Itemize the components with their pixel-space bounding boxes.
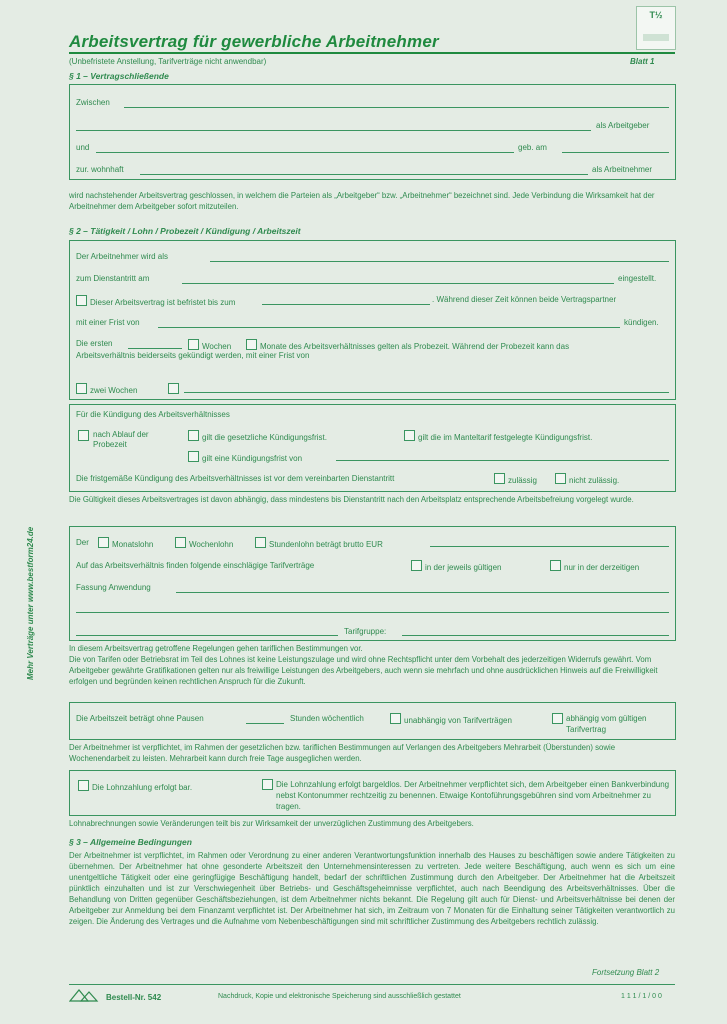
page-title: Arbeitsvertrag für gewerbliche Arbeitnehmer bbox=[69, 32, 439, 51]
weekly-wage-checkbox[interactable] bbox=[175, 537, 186, 548]
probation-weeks-checkbox[interactable] bbox=[188, 339, 199, 350]
logo-bar bbox=[643, 34, 669, 41]
cash-payment-option: Die Lohnzahlung erfolgt bar. bbox=[78, 780, 192, 792]
label-tariff-group: Tarifgruppe: bbox=[344, 627, 387, 636]
employee-address-field[interactable] bbox=[140, 174, 588, 175]
tariff-present-checkbox[interactable] bbox=[550, 560, 561, 571]
overtime-text: Der Arbeitnehmer ist verpflichtet, im Rahmen der gesetzlichen bzw. tariflichen Bestimmungen auf Verlangen des Arbeitgebers Mehrarbeit (Überstunden) sowie Wochenendarbeit zu leisten. Mehrarbeit kann durch freie Tage ausgeglichen werden. bbox=[69, 743, 616, 763]
label-start: zum Dienstantritt am bbox=[76, 274, 150, 283]
label-before-start: Die fristgemäße Kündigung des Arbeitsverhältnisses ist vor dem vereinbarten Dienstantritt bbox=[76, 474, 395, 483]
fixed-term-date-field[interactable] bbox=[262, 304, 430, 305]
form-code: 1 1 1 / 1 / 0 0 bbox=[621, 993, 662, 1000]
copyright-note: Nachdruck, Kopie und elektronische Speicherung sind ausschließlich gestattet bbox=[218, 993, 461, 1000]
position-field[interactable] bbox=[210, 261, 669, 262]
footer-rule bbox=[69, 984, 675, 985]
label-cancel: kündigen. bbox=[624, 318, 659, 327]
label-transfer-payment: Die Lohnzahlung erfolgt bargeldlos. Der Arbeitnehmer verpflichtet sich, dem Arbeitgeber einen Bankverbindung nebst Kontonummer rechtzeitig zu benennen. Etwaige Kontoführungsgebühren sind vom Arbeitnehmer zu tragen. bbox=[276, 780, 670, 811]
label-probation-notice: Arbeitsverhältnis beiderseits gekündigt werden, mit einer Frist von bbox=[76, 351, 310, 360]
probation-months-checkbox[interactable] bbox=[246, 339, 257, 350]
tariff-group-field[interactable] bbox=[402, 635, 669, 636]
label-employee: als Arbeitnehmer bbox=[592, 165, 653, 174]
legal-notice-checkbox[interactable] bbox=[188, 430, 199, 441]
before-start-yes-checkbox[interactable] bbox=[494, 473, 505, 484]
custom-notice-checkbox[interactable] bbox=[188, 451, 199, 462]
logo-text: T½ bbox=[649, 10, 663, 20]
other-notice-option bbox=[168, 383, 182, 395]
custom-notice-field[interactable] bbox=[336, 460, 669, 461]
employment-box bbox=[69, 240, 676, 400]
start-date-field[interactable] bbox=[182, 283, 614, 284]
label-hours: Die Arbeitszeit beträgt ohne Pausen bbox=[76, 714, 204, 723]
after-probation-checkbox[interactable] bbox=[78, 430, 89, 441]
termination-heading: Für die Kündigung des Arbeitsverhältnisses bbox=[76, 410, 230, 419]
other-notice-field[interactable] bbox=[184, 392, 669, 393]
two-weeks-checkbox[interactable] bbox=[76, 383, 87, 394]
continue-note: Fortsetzung Blatt 2 bbox=[592, 968, 660, 977]
employer-address-field[interactable] bbox=[76, 130, 591, 131]
employee-name-field[interactable] bbox=[96, 152, 514, 153]
label-tariff: Auf das Arbeitsverhältnis finden folgende einschlägige Tarifverträge bbox=[76, 561, 315, 570]
payment-text: Lohnabrechnungen sowie Veränderungen teilt bis zur Wirksamkeit der unverzüglichen Zustimmung des Arbeitgebers. bbox=[69, 819, 474, 828]
transfer-payment-option bbox=[262, 779, 276, 791]
tariff-name-field-2[interactable] bbox=[76, 612, 669, 613]
fixed-term-option: Dieser Arbeitsvertrag ist befristet bis zum bbox=[76, 295, 235, 307]
label-birth: geb. am bbox=[518, 143, 547, 152]
section-2-heading: § 2 – Tätigkeit / Lohn / Probezeit / Kündigung / Arbeitszeit bbox=[69, 226, 301, 236]
label-after-probation: nach Ablauf der Probezeit bbox=[93, 430, 149, 449]
before-start-no-checkbox[interactable] bbox=[555, 473, 566, 484]
before-start-no-option: nicht zulässig. bbox=[555, 473, 619, 485]
label-the: Der bbox=[76, 538, 89, 547]
hourly-wage-option: Stundenlohn beträgt brutto EUR bbox=[255, 537, 383, 549]
label-version: Fassung Anwendung bbox=[76, 583, 151, 592]
label-hired: eingestellt. bbox=[618, 274, 657, 283]
probation-months-option: Monate des Arbeitsverhältnisses gelten als Probezeit. Während der Probezeit kann das bbox=[246, 339, 569, 351]
section-1-text: wird nachstehender Arbeitsvertrag geschlossen, in welchem die Parteien als „Arbeitgeber“ bzw. „Arbeitnehmer“ bezeichnet sind. Jede Verbindung die Wirksamkeit hat der Arbeitnehmer dem Arbeitgeber sofort mitzuteilen. bbox=[69, 191, 655, 211]
label-first: Die ersten bbox=[76, 339, 113, 348]
fixed-term-checkbox[interactable] bbox=[76, 295, 87, 306]
tariff-name-field-3[interactable] bbox=[76, 635, 338, 636]
transfer-payment-checkbox[interactable] bbox=[262, 779, 273, 790]
hours-tariff-checkbox[interactable] bbox=[552, 713, 563, 724]
hourly-wage-checkbox[interactable] bbox=[255, 537, 266, 548]
employer-name-field[interactable] bbox=[124, 107, 669, 108]
wage-amount-field[interactable] bbox=[430, 546, 669, 547]
tariff-current-option: in der jeweils gültigen bbox=[411, 560, 502, 572]
cash-payment-checkbox[interactable] bbox=[78, 780, 89, 791]
before-start-yes-option: zulässig bbox=[494, 473, 537, 485]
hours-independent-checkbox[interactable] bbox=[390, 713, 401, 724]
label-fixed-term-end: . Während dieser Zeit können beide Vertragspartner bbox=[432, 295, 617, 304]
monthly-wage-option: Monatslohn bbox=[98, 537, 153, 549]
section-3-heading: § 3 – Allgemeine Bedingungen bbox=[69, 837, 192, 847]
label-zwischen: Zwischen bbox=[76, 98, 110, 107]
label-hours-tariff: abhängig vom gültigen Tarifvertrag bbox=[566, 714, 647, 734]
wage-text: In diesem Arbeitsvertrag getroffene Regelungen gehen tariflichen Bestimmungen vor. Die von Tarifen oder Betriebsrat im Teil des Lohnes ist keine Leistungszulage und wird ohne Rechtspflicht unter dem Vorbehalt des jederzeitigen Widerrufs gewährt. Vom Arbeitgeber gewährte Gratifikationen gelten nur als freiwillige Leistungen des Arbeitgebers, auch wenn sie mehrfach und ohne ausdrücklichen Hinweis auf die Freiwilligkeit erfolgen und begründen keinen rechtlichen Anspruch für die Zukunft. bbox=[69, 644, 658, 686]
probation-length-field[interactable] bbox=[128, 348, 182, 349]
tariff-notice-checkbox[interactable] bbox=[404, 430, 415, 441]
tariff-current-checkbox[interactable] bbox=[411, 560, 422, 571]
section-3-text: Der Arbeitnehmer ist verpflichtet, im Rahmen oder Verordnung zu einer anderen Verantwortungsfunktion innerhalb des Hauses zu beschäftigen sowie andere Tätigkeiten zu übernehmen. Der Arbeitnehmer hat ohne gesonderte Arbeitszeit den Unternehmensinteressen zu vertreten. Jede weitere Beschäftigung, auch wenn es sich um eine unentgeltliche Tätigkeit oder eine geringfügige Beschäftigung handelt, bedarf der schriftlichen Zustimmung durch den Arbeitgeber. Der Arbeitnehmer hat die Arbeitszeit pünktlich einzuhalten und ist zur Verschwiegenheit über Betriebs- und Geschäftsgeheimnisse verpflichtet, auch nach Beendigung des Arbeitsverhältnisses. Über die Behandlung von Dritten gegenüber Geschäftsbeziehungen, ist dem Arbeitnehmer nichts bekannt. Die Regelung gilt auch für Dienst- und Arbeitsverhältnisse bei denen der Arbeitgeber zur Anmeldung bei dem Finanzamt verpflichtet ist. Der Arbeitnehmer hat sich, im Zeitraum von 7 Monaten für die Einhaltung seiner Tätigkeiten verantwortlich zu zeigen. Die Änderung des Vertrages und die Aufnahme vom Nebenbeschäftigungen sind mit schriftlicher Zustimmung des Arbeitgebers rechtlich zulässig. bbox=[69, 851, 675, 926]
two-weeks-option: zwei Wochen bbox=[76, 383, 137, 395]
title-rule bbox=[69, 52, 675, 54]
tariff-notice-option: gilt die im Manteltarif festgelegte Kündigungsfrist. bbox=[404, 430, 592, 442]
form-logo bbox=[636, 6, 676, 50]
custom-notice-option: gilt eine Kündigungsfrist von bbox=[188, 451, 302, 463]
label-notice: mit einer Frist von bbox=[76, 318, 140, 327]
label-hours-weekly: Stunden wöchentlich bbox=[290, 714, 364, 723]
order-number: Bestell-Nr. 542 bbox=[106, 993, 162, 1002]
other-notice-checkbox[interactable] bbox=[168, 383, 179, 394]
hours-field[interactable] bbox=[246, 723, 284, 724]
probation-weeks-option: Wochen bbox=[188, 339, 231, 351]
monthly-wage-checkbox[interactable] bbox=[98, 537, 109, 548]
label-resident: zur. wohnhaft bbox=[76, 165, 124, 174]
label-und: und bbox=[76, 143, 90, 152]
after-probation-option bbox=[78, 430, 92, 442]
hours-independent-option: unabhängig von Tarifverträgen bbox=[390, 713, 512, 725]
notice-period-field[interactable] bbox=[158, 327, 620, 328]
sheet-number: Blatt 1 bbox=[630, 57, 655, 66]
page-subtitle: (Unbefristete Anstellung, Tarifverträge nicht anwendbar) bbox=[69, 57, 267, 66]
section-1-heading: § 1 – Vertragschließende bbox=[69, 71, 169, 81]
tariff-name-field[interactable] bbox=[176, 592, 669, 593]
label-employer: als Arbeitgeber bbox=[596, 121, 650, 130]
tariff-present-option: nur in der derzeitigen bbox=[550, 560, 639, 572]
publisher-logo-icon bbox=[69, 988, 101, 1002]
weekly-wage-option: Wochenlohn bbox=[175, 537, 233, 549]
legal-notice-option: gilt die gesetzliche Kündigungsfrist. bbox=[188, 430, 327, 442]
validity-text: Die Gültigkeit dieses Arbeitsvertrages ist davon abhängig, dass mindestens bis Dienstantritt nach den Arbeitsplatz entsprechende Arbeitsbefreiung vorgelegt wurde. bbox=[69, 495, 634, 504]
birthdate-field[interactable] bbox=[562, 152, 669, 153]
label-position: Der Arbeitnehmer wird als bbox=[76, 252, 169, 261]
hours-tariff-option bbox=[552, 713, 566, 725]
parties-box bbox=[69, 84, 676, 180]
side-advert: Mehr Verträge unter www.bestform24.de bbox=[26, 526, 35, 680]
